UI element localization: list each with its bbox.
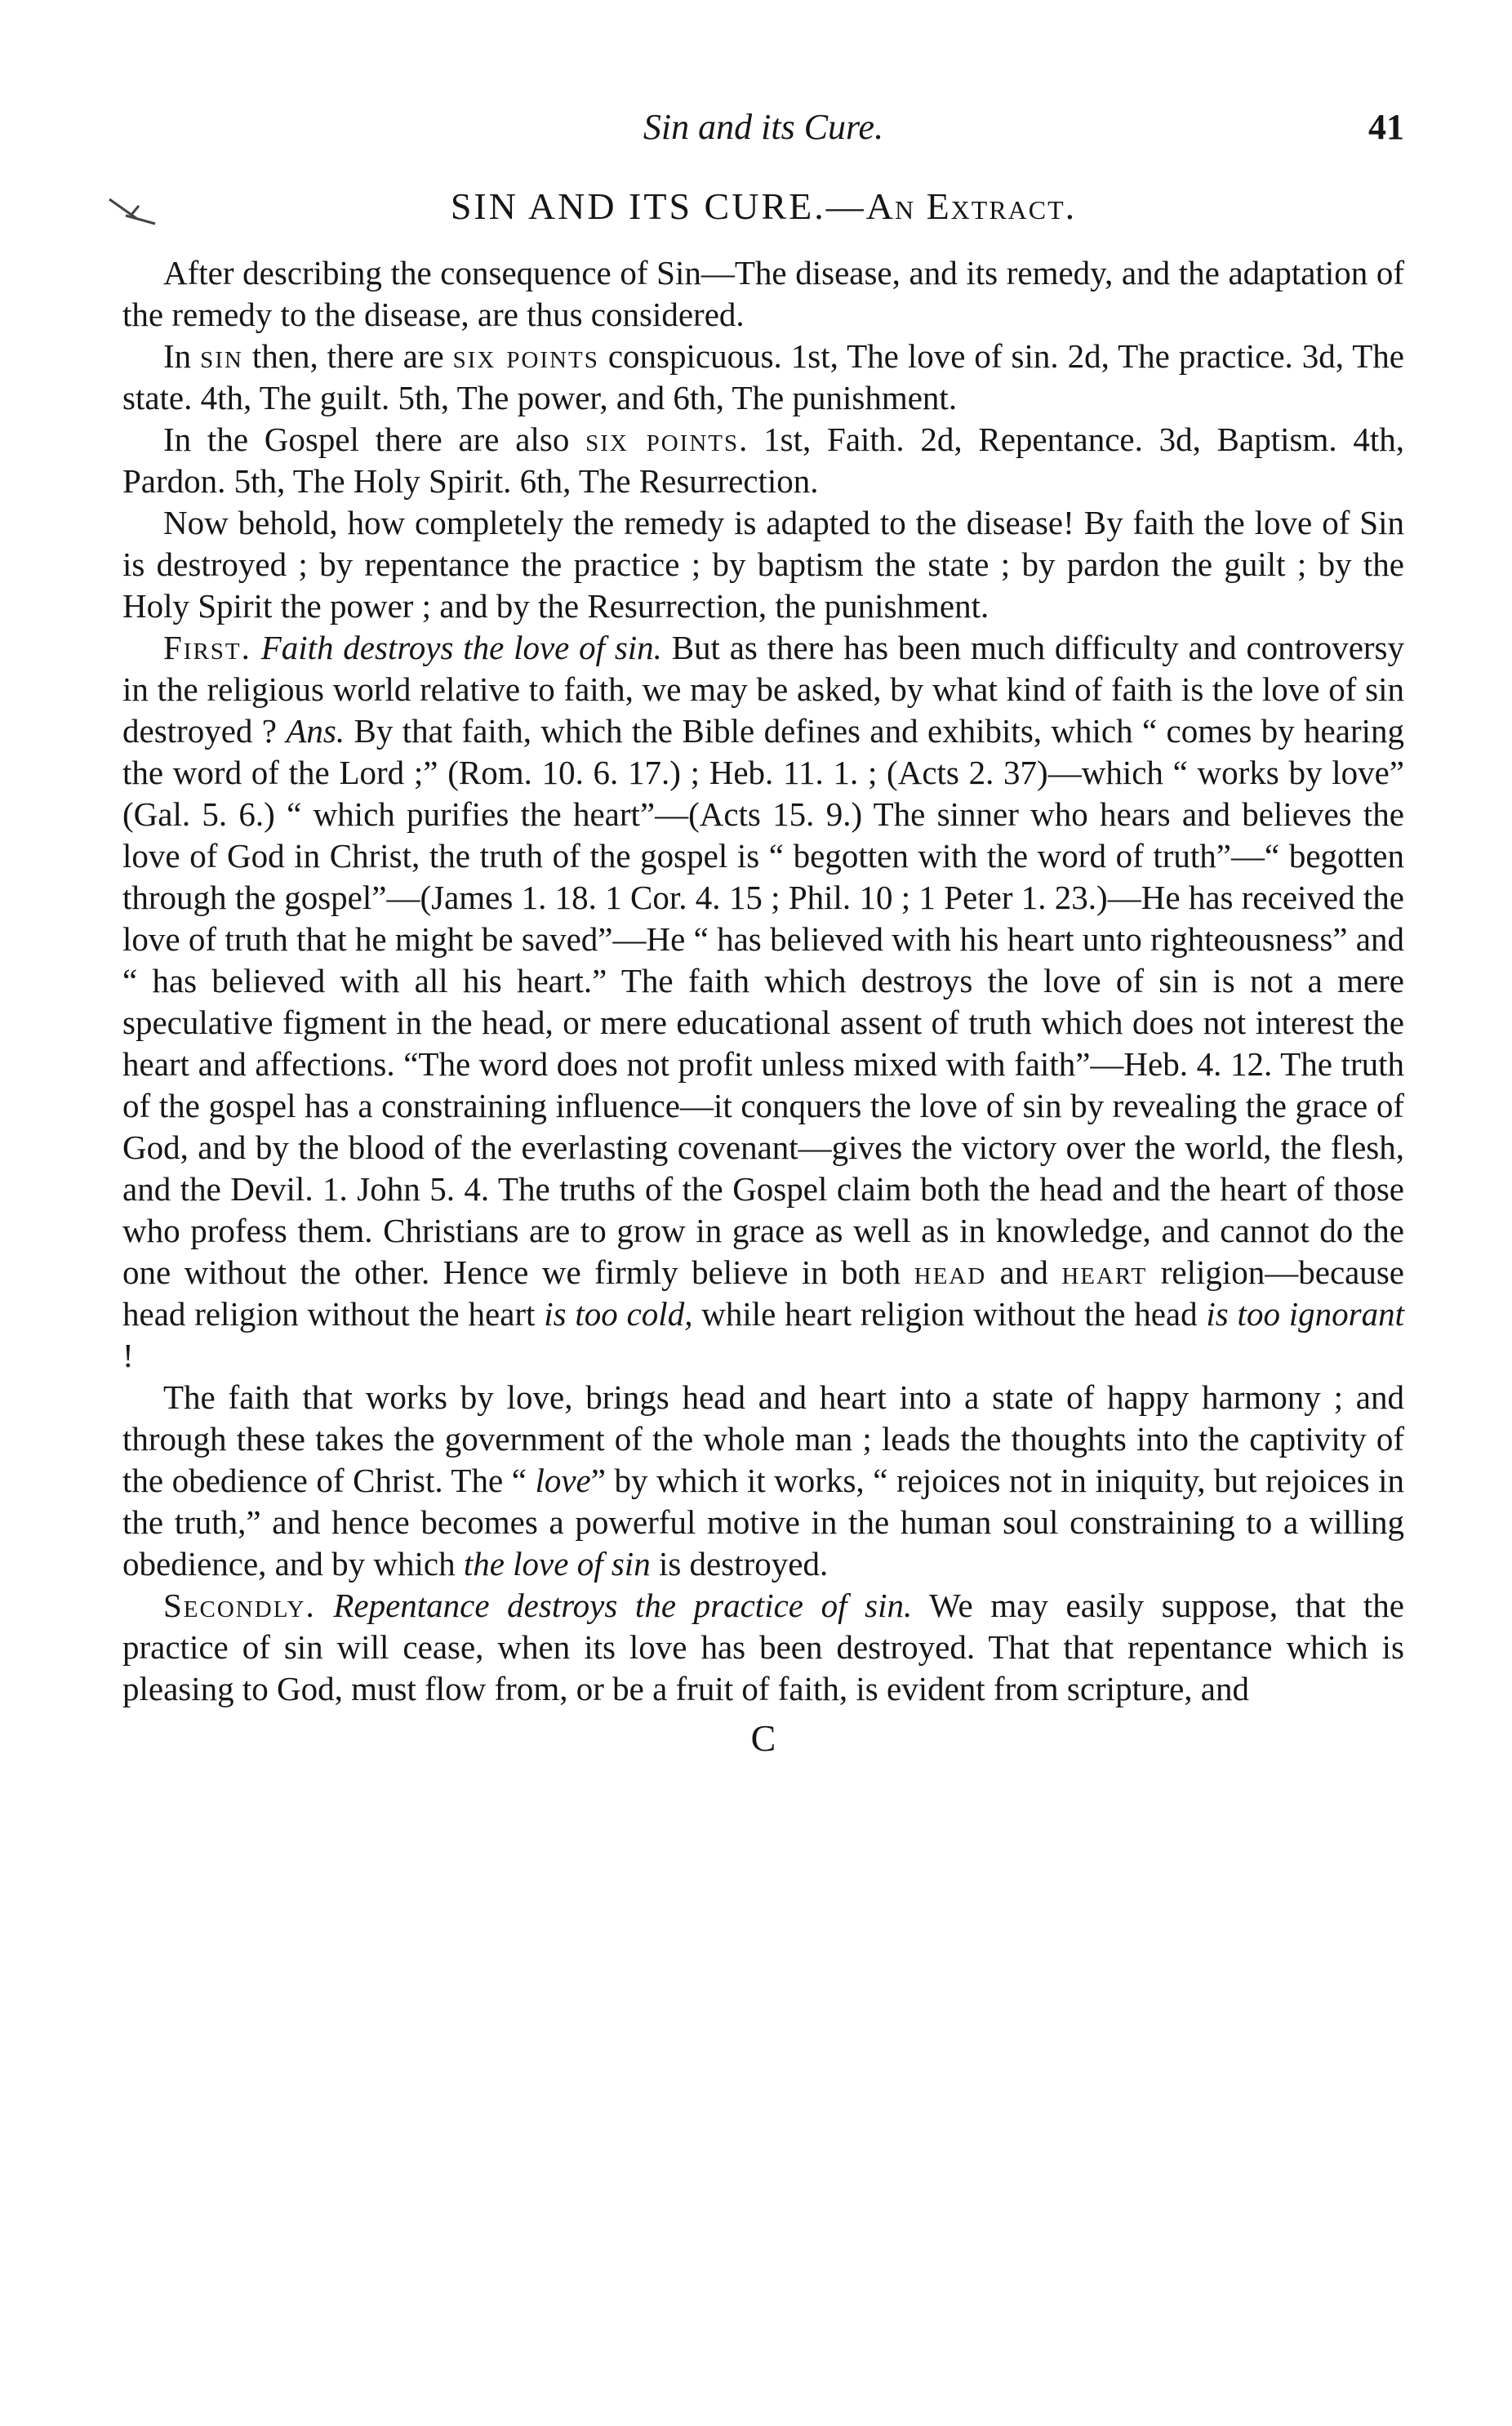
- p2-mid: then, there are: [242, 337, 453, 375]
- p6-love: love: [535, 1462, 591, 1499]
- p5-and: and: [986, 1253, 1062, 1291]
- p7-heading: Repentance destroys the practice of sin.: [333, 1587, 913, 1624]
- p5-t3: religion—because head religion without the heart: [122, 1253, 1404, 1333]
- p7-secondly: Secondly.: [163, 1587, 316, 1624]
- paragraph-love: [122, 1377, 1404, 1585]
- p2-rest: conspicuous. 1st, The love of sin. 2d, The practice. 3d, The state. 4th, The guilt. 5th, The power, and 6th, The punishment.: [122, 337, 1405, 416]
- p6-love-of-sin: the love of sin: [463, 1545, 651, 1582]
- p6-t2: ” by which it works, “ rejoices not in iniquity, but rejoices in the truth,” and hence becomes a powerful motive in the human soul constraining to a willing obedience, and by which: [122, 1462, 1404, 1582]
- p2-sin: sin: [200, 337, 243, 375]
- p7-t1: We may easily suppose, that the practice of sin will cease, when its love has been destroyed. That that repentance which is pleasing to God, must flow from, or be a fruit of faith, is evident from scripture, and: [122, 1587, 1404, 1707]
- paragraph-faith: [122, 627, 1404, 1377]
- p5-t1: But as there has been much difficulty and controversy in the religious world relative to faith, we may be asked, by what kind of faith is the love of sin destroyed ?: [122, 629, 1404, 750]
- paragraph-remedy: Now behold, how completely the remedy is adapted to the disease! By faith the love of Sin is destroyed ; by repentance the practice ; by baptism the state ; by pardon the guilt ; by the Holy Spirit the power ; and by the Resurrection, the punishment.: [122, 504, 1404, 625]
- p5-heart: heart: [1061, 1253, 1148, 1291]
- p2-six-points: six points: [452, 337, 599, 375]
- p5-t5: !: [122, 1337, 134, 1374]
- p5-too-cold: is too cold,: [544, 1295, 693, 1333]
- p3-lead: In the Gospel there are also: [163, 421, 586, 458]
- article-title: [122, 185, 1404, 228]
- p5-ans: Ans.: [286, 712, 345, 750]
- p6-t3: is destroyed.: [650, 1545, 829, 1582]
- p5-t2: By that faith, which the Bible defines and exhibits, which “ comes by hearing the word of the Lord ;” (Rom. 10. 6. 17.) ; Heb. 11. 1. ; (Acts 2. 37)—which “ works by love” (Gal. 5. 6.) “ which purifies the heart”—(Acts 15. 9.) The sinner who hears and believes the love of God in Christ, the truth of the gospel is “ begotten with the word of truth”—“ begotten through the gospel”—(James 1. 18. 1 Cor. 4. 15 ; Phil. 10 ; 1 Peter 1. 23.)—He has received the love of truth that he might be saved”—He “ has believed with his heart unto righteousness” and “ has believed with all his heart.” The faith which destroys the love of sin is not a mere speculative figment in the head, or mere educational assent of truth which does not interest the heart and affections. “The word does not profit unless mixed with faith”—Heb. 4. 12. The truth of the gospel has a constraining influence—it conquers the love of sin by revealing the grace of God, and by the blood of the everlasting covenant—gives the victory over the world, the flesh, and the Devil. 1. John 5. 4. The truths of the Gospel claim both the head and the heart of those who profess them. Christians are to grow in grace as well as in knowledge, and cannot do the one without the other. Hence we firmly believe in both: [122, 712, 1404, 1291]
- paragraph-intro: After describing the consequence of Sin—The disease, and its remedy, and the adaptation of the remedy to the disease, are thus considered.: [122, 254, 1404, 333]
- p5-head: head: [914, 1253, 987, 1291]
- article-title-sub: An Extract.: [865, 185, 1077, 227]
- p5-heading: Faith destroys the love of sin.: [260, 629, 662, 666]
- page-number: 41: [1368, 107, 1404, 147]
- signature-mark: C: [750, 1717, 776, 1759]
- p5-too-ignorant: is too ignorant: [1206, 1295, 1404, 1333]
- p3-rest: . 1st, Faith. 2d, Repentance. 3d, Baptism. 4th, Pardon. 5th, The Holy Spirit. 6th, The Resurrection.: [122, 421, 1405, 500]
- paragraph-six-points-gospel: [122, 419, 1404, 502]
- article-title-main: SIN AND ITS CURE.—: [450, 185, 866, 227]
- paragraph-repentance: [122, 1585, 1404, 1710]
- running-head-title: Sin and its Cure.: [643, 107, 884, 147]
- pen-mark-icon: [106, 194, 163, 227]
- p2-lead: In: [163, 337, 201, 375]
- p5-first: First.: [163, 629, 251, 666]
- page: [122, 106, 1404, 1760]
- p6-t1: The faith that works by love, brings head and heart into a state of happy harmony ; and through these takes the government of the whole man ; leads the thoughts into the captivity of the obedience of Christ. The “: [122, 1378, 1404, 1499]
- paragraph-six-points-sin: [122, 336, 1404, 419]
- running-head: [122, 106, 1404, 155]
- p3-six-points: six points: [585, 421, 740, 458]
- p5-t4: while heart religion without the head: [692, 1295, 1207, 1333]
